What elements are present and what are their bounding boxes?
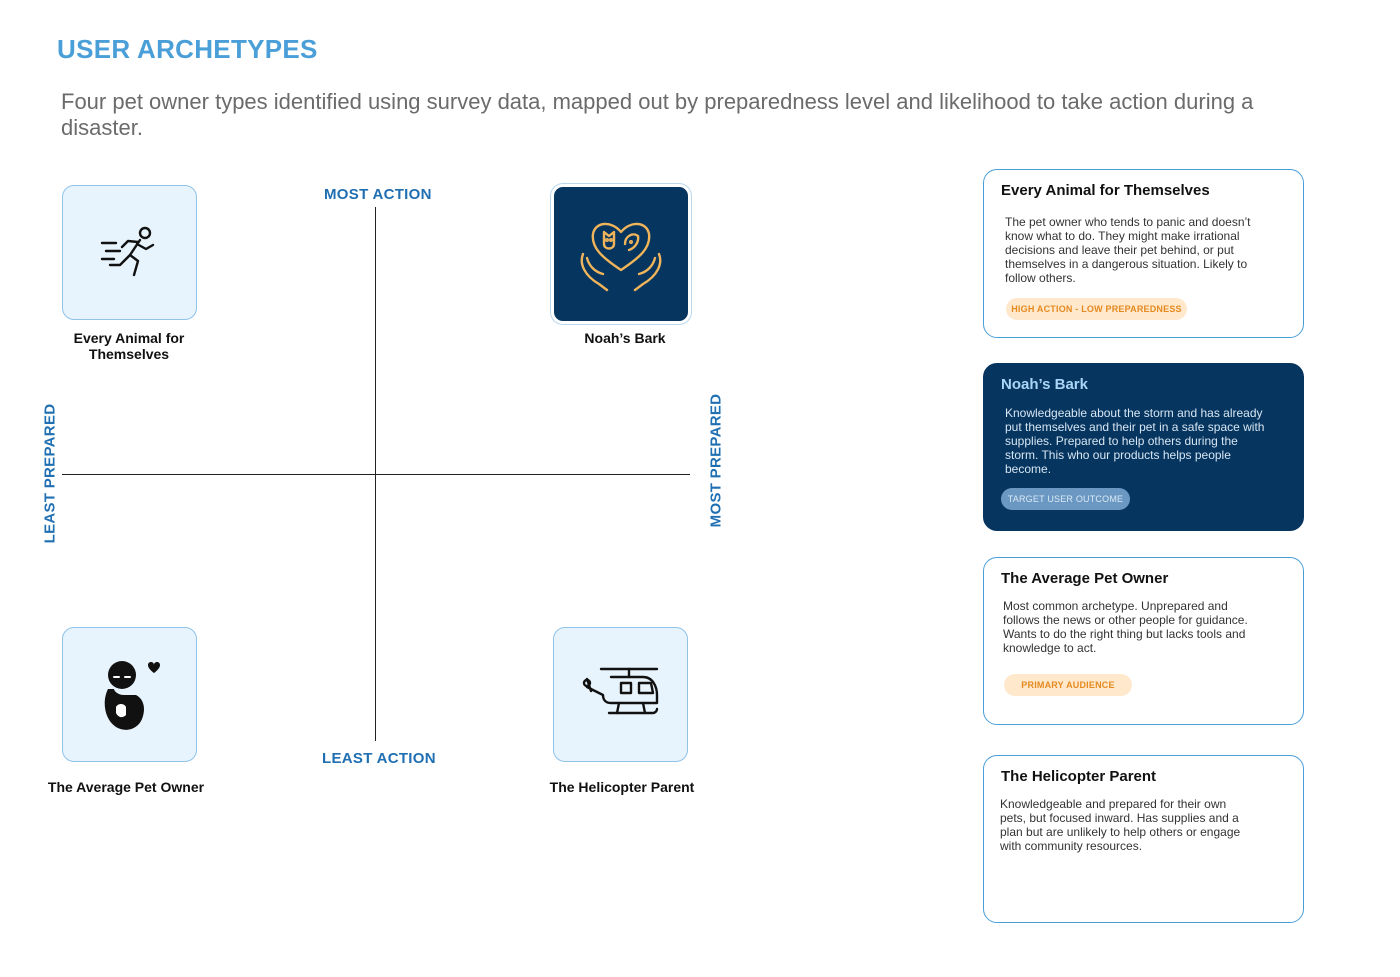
axis-label-least-prepared: LEAST PREPARED [41, 403, 59, 544]
status-badge: TARGET USER OUTCOME [1001, 488, 1130, 510]
helicopter-icon [581, 665, 661, 725]
card-noahs-bark [983, 363, 1304, 531]
card-title: The Helicopter Parent [1001, 768, 1157, 785]
tile-label-every-animal: Every Animal for Themselves [73, 330, 185, 362]
page-title: USER ARCHETYPES [57, 34, 318, 64]
tile-helicopter-parent[interactable] [553, 627, 688, 762]
card-title: Every Animal for Themselves [1001, 182, 1210, 199]
card-description: Knowledgeable and prepared for their own pets, but focused inward. Has supplies and a plan but are unlikely to help others or engage with community resources. [1000, 797, 1241, 853]
card-title: Noah’s Bark [1001, 376, 1088, 393]
card-title: The Average Pet Owner [1001, 570, 1169, 587]
tile-every-animal[interactable] [62, 185, 197, 320]
axis-label-most-prepared: MOST PREPARED [707, 393, 725, 528]
card-helicopter-parent [983, 755, 1304, 923]
card-description: Most common archetype. Unprepared and follows the news or other people for guidance. Wants to do the right thing but lacks tools and knowledge to act. [1003, 599, 1248, 655]
card-every-animal [983, 169, 1304, 338]
tile-label-noahs-bark: Noah’s Bark [584, 330, 666, 346]
person-holding-pet-icon [100, 659, 160, 731]
tile-average-pet-owner[interactable] [62, 627, 197, 762]
hands-heart-pets-icon [573, 214, 669, 294]
horizontal-axis-line [62, 474, 690, 475]
axis-label-least-action: LEAST ACTION [322, 750, 436, 767]
tile-label-average-pet-owner: The Average Pet Owner [47, 779, 205, 795]
card-description: The pet owner who tends to panic and doesn’t know what to do. They might make irrational decisions and leave their pet behind, or put themselves in a dangerous situation. Likely to follow others. [1005, 215, 1251, 285]
status-badge: PRIMARY AUDIENCE [1004, 674, 1132, 696]
card-average-pet-owner [983, 557, 1304, 725]
page-subtitle: Four pet owner types identified using survey data, mapped out by preparedness level and likelihood to take action during a disaster. [61, 89, 1254, 140]
tile-noahs-bark[interactable] [551, 184, 691, 324]
axis-label-most-action: MOST ACTION [324, 186, 432, 203]
card-description: Knowledgeable about the storm and has already put themselves and their pet in a safe space with supplies. Prepared to help others during the storm. This who our products helps people become. [1005, 406, 1265, 476]
status-badge: HIGH ACTION - LOW PREPAREDNESS [1006, 298, 1187, 320]
running-person-icon [100, 225, 160, 281]
tile-label-helicopter-parent: The Helicopter Parent [549, 779, 695, 795]
